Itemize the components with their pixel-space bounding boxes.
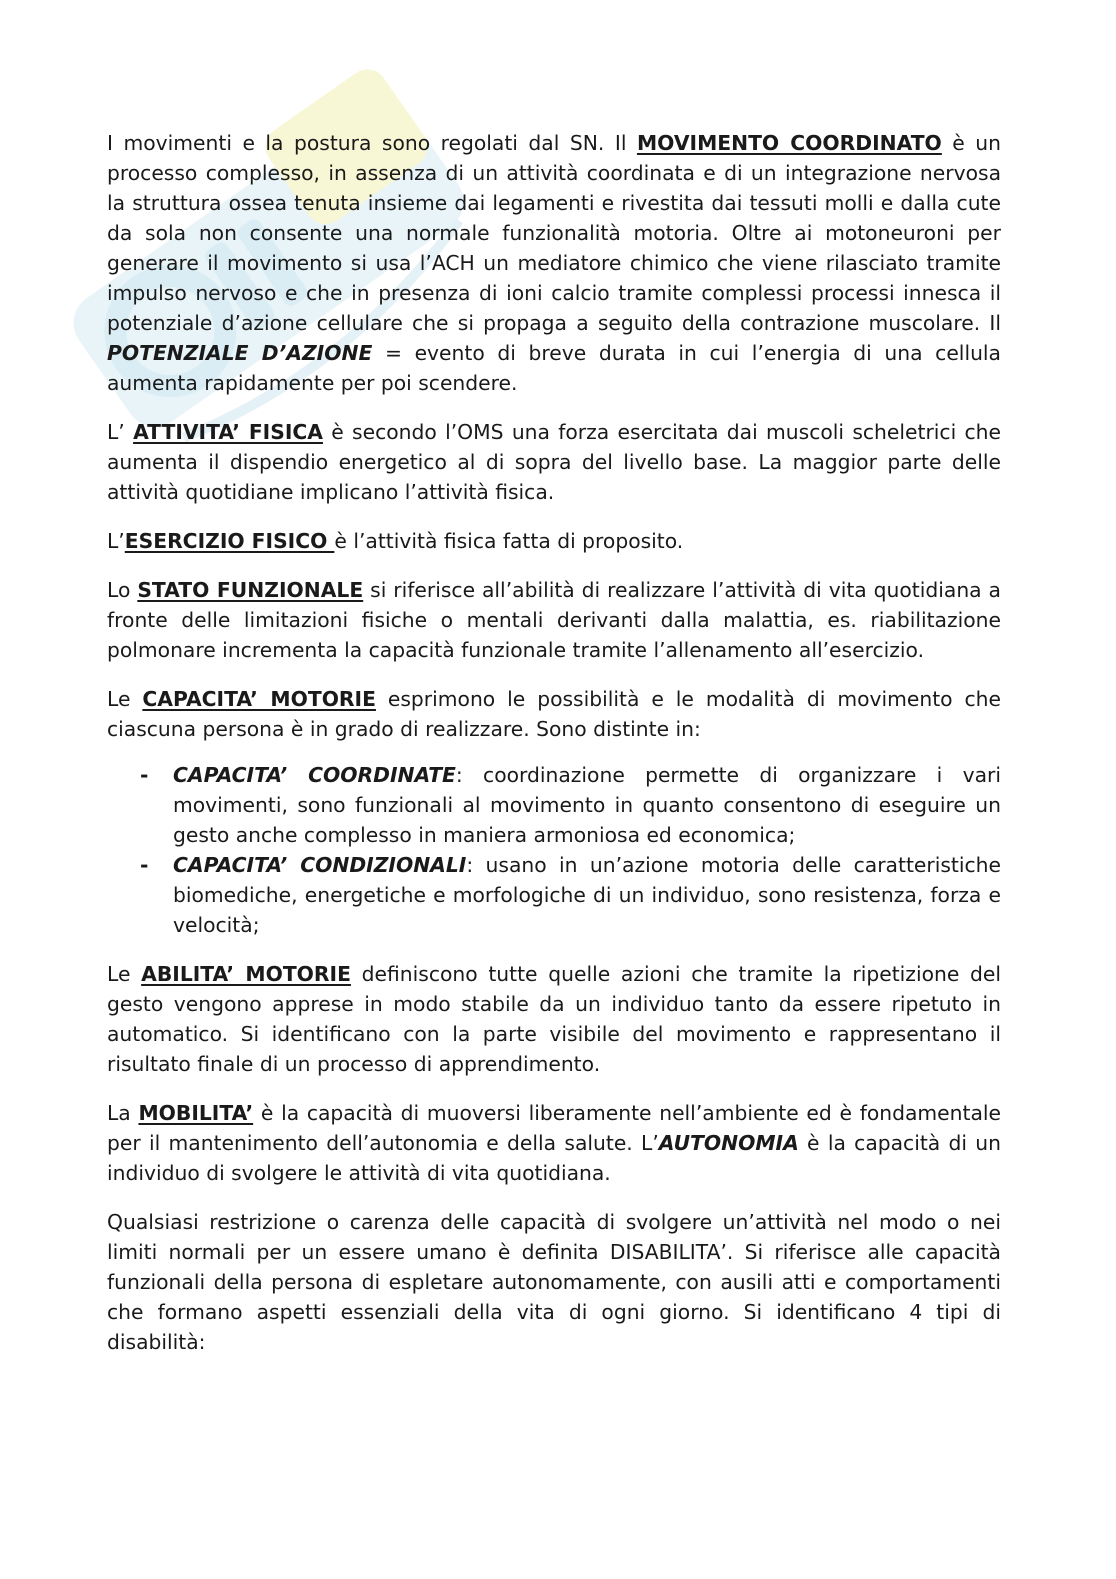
paragraph-esercizio-fisico	[107, 526, 1001, 556]
keyword-stato-funzionale: STATO FUNZIONALE	[137, 578, 364, 602]
keyword-autonomia: AUTONOMIA	[658, 1131, 799, 1155]
dash-bullet: -	[140, 853, 149, 877]
text: Le	[107, 687, 143, 711]
text: : usano in un’azione motoria delle caratteristiche biomediche, energetiche e morfologiche di un individuo, sono resistenza, forza e velocità;	[173, 853, 1001, 937]
paragraph-capacita-motorie	[107, 684, 1001, 744]
text: è secondo l’OMS una forza esercitata dai muscoli scheletrici che aumenta il dispendio energetico al di sopra del livello base. La maggior parte delle attività quotidiane implicano l’attività fisica.	[107, 420, 1001, 504]
text: si riferisce all’abilità di realizzare l’attività di vita quotidiana a fronte delle limitazioni fisiche o mentali derivanti dalla malattia, es. riabilitazione polmonare incrementa la capacità funzionale tramite l’allenamento all’esercizio.	[107, 578, 1001, 662]
text: Le	[107, 962, 142, 986]
text: La	[107, 1101, 139, 1125]
paragraph-mobilita	[107, 1098, 1001, 1188]
text: definiscono tutte quelle azioni che tramite la ripetizione del gesto vengono apprese in modo stabile da un individuo tanto da essere ripetuto in automatico. Si identificano con la parte visibile del movimento e rappresentano il risultato finale di un processo di apprendimento.	[107, 962, 1002, 1076]
text: è la capacità di un individuo di svolgere le attività di vita quotidiana.	[107, 1131, 1001, 1185]
keyword-potenziale-azione: POTENZIALE D’AZIONE	[107, 341, 373, 365]
text: è un processo complesso, in assenza di un attività coordinata e di un integrazione nervosa la struttura ossea tenuta insieme dai legamenti e rivestita dai tessuti molli e dalla cute da sola non consente una normale funzionalità motoria. Oltre ai motoneuroni per generare il movimento si usa l’ACH un mediatore chimico che viene rilasciato tramite impulso nervoso e che in presenza di ioni calcio tramite complessi processi innesca il potenziale d’azione cellulare che si propaga a seguito della contrazione muscolare. Il	[107, 131, 1001, 335]
keyword-mobilita: MOBILITA’	[138, 1101, 254, 1125]
text: è la capacità di muoversi liberamente nell’ambiente ed è fondamentale per il mantenimento dell’autonomia e della salute. L’	[107, 1101, 1001, 1155]
text: = evento di breve durata in cui l’energia di una cellula aumenta rapidamente per poi scendere.	[107, 341, 1001, 395]
list-item	[107, 760, 1001, 850]
paragraph-disabilita	[107, 1207, 1001, 1357]
paragraph-movimento-coordinato	[107, 128, 1001, 398]
paragraph-attivita-fisica	[107, 417, 1001, 507]
paragraph-stato-funzionale	[107, 575, 1001, 665]
keyword-capacita-coordinate: CAPACITA’ COORDINATE	[173, 763, 456, 787]
text: L’	[107, 420, 134, 444]
dash-bullet: -	[140, 763, 149, 787]
text: L’	[107, 529, 125, 553]
text: esprimono le possibilità e le modalità di movimento che ciascuna persona è in grado di realizzare. Sono distinte in:	[107, 687, 1001, 741]
text: I movimenti e la postura sono regolati dal SN. Il	[107, 131, 637, 155]
keyword-abilita-motorie: ABILITA’ MOTORIE	[141, 962, 351, 986]
keyword-capacita-condizionali: CAPACITA’ CONDIZIONALI	[173, 853, 467, 877]
text: Qualsiasi restrizione o carenza delle capacità di svolgere un’attività nel modo o nei limiti normali per un essere umano è definita DISABILITA’. Si riferisce alle capacità funzionali della persona di espletare autonomamente, con ausili atti e comportamenti che formano aspetti essenziali della vita di ogni giorno. Si identificano 4 tipi di disabilità:	[107, 1210, 1001, 1354]
text: Lo	[107, 578, 138, 602]
keyword-movimento-coordinato: MOVIMENTO COORDINATO	[636, 131, 942, 155]
list-item	[107, 850, 1001, 940]
capacita-list	[107, 760, 1001, 940]
text: è l’attività fisica fatta di proposito.	[334, 529, 684, 553]
keyword-attivita-fisica: ATTIVITA’ FISICA	[133, 420, 323, 444]
text: : coordinazione permette di organizzare i vari movimenti, sono funzionali al movimento in quanto consentono di eseguire un gesto anche complesso in maniera armoniosa ed economica;	[173, 763, 1001, 847]
keyword-capacita-motorie: CAPACITA’ MOTORIE	[142, 687, 376, 711]
document-body	[107, 128, 1001, 1376]
keyword-esercizio-fisico: ESERCIZIO FISICO	[124, 529, 335, 553]
paragraph-abilita-motorie	[107, 959, 1001, 1079]
